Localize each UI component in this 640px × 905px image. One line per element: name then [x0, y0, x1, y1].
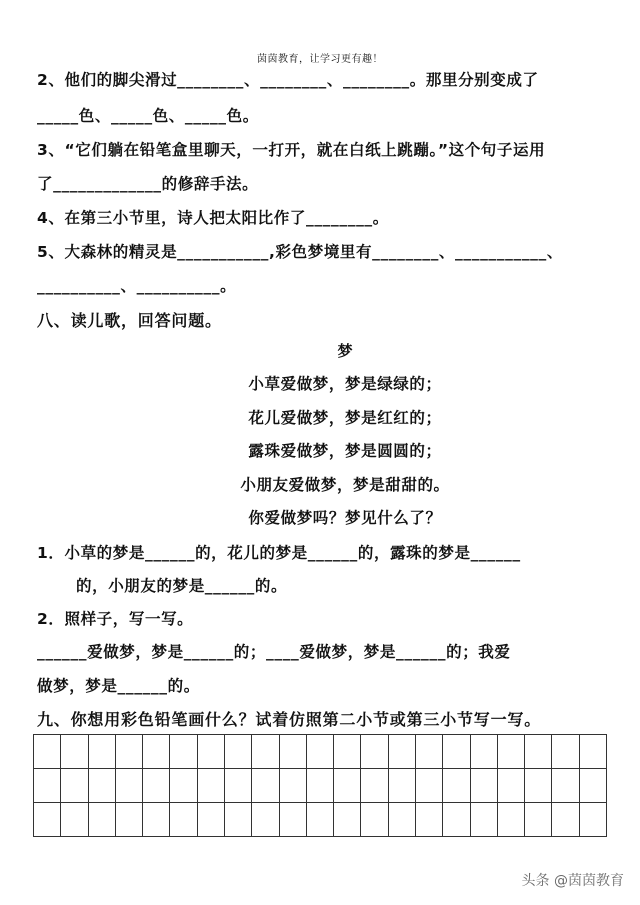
poem-line-5: 你爱做梦吗？梦见什么了？: [248, 509, 442, 527]
grid-cell[interactable]: [224, 803, 251, 837]
grid-cell[interactable]: [115, 769, 142, 803]
grid-cell[interactable]: [306, 803, 333, 837]
grid-cell[interactable]: [579, 735, 606, 769]
grid-cell[interactable]: [34, 735, 61, 769]
grid-cell[interactable]: [252, 769, 279, 803]
grid-cell[interactable]: [525, 803, 552, 837]
poem-line-4: 小朋友爱做梦，梦是甜甜的。: [240, 476, 450, 494]
grid-cell[interactable]: [470, 803, 497, 837]
section-8-heading: 八、读儿歌，回答问题。: [37, 311, 222, 330]
grid-cell[interactable]: [61, 769, 88, 803]
grid-cell[interactable]: [552, 769, 579, 803]
grid-cell[interactable]: [88, 769, 115, 803]
grid-row: [34, 735, 607, 769]
grid-cell[interactable]: [279, 769, 306, 803]
grid-cell[interactable]: [334, 735, 361, 769]
grid-cell[interactable]: [143, 735, 170, 769]
grid-cell[interactable]: [388, 735, 415, 769]
section-8-q2-line-2: 做梦，梦是______的。: [37, 677, 200, 695]
grid-cell[interactable]: [224, 769, 251, 803]
grid-cell[interactable]: [415, 803, 442, 837]
grid-cell[interactable]: [470, 769, 497, 803]
grid-cell[interactable]: [361, 735, 388, 769]
grid-cell[interactable]: [525, 769, 552, 803]
grid-cell[interactable]: [170, 769, 197, 803]
poem-title: 梦: [337, 342, 353, 360]
grid-cell[interactable]: [525, 735, 552, 769]
grid-row: [34, 803, 607, 837]
grid-cell[interactable]: [61, 735, 88, 769]
poem-line-2: 花儿爱做梦，梦是红红的；: [248, 409, 442, 427]
grid-cell[interactable]: [552, 735, 579, 769]
grid-cell[interactable]: [115, 803, 142, 837]
grid-cell[interactable]: [34, 803, 61, 837]
grid-cell[interactable]: [334, 803, 361, 837]
grid-cell[interactable]: [443, 803, 470, 837]
grid-cell[interactable]: [61, 803, 88, 837]
grid-cell[interactable]: [579, 803, 606, 837]
grid-cell[interactable]: [197, 803, 224, 837]
grid-cell[interactable]: [497, 803, 524, 837]
grid-cell[interactable]: [361, 769, 388, 803]
grid-cell[interactable]: [197, 735, 224, 769]
poem-line-3: 露珠爱做梦，梦是圆圆的；: [248, 442, 442, 460]
grid-cell[interactable]: [88, 735, 115, 769]
grid-cell[interactable]: [443, 735, 470, 769]
grid-cell[interactable]: [115, 735, 142, 769]
writing-grid[interactable]: [33, 734, 607, 837]
grid-cell[interactable]: [224, 735, 251, 769]
grid-cell[interactable]: [279, 803, 306, 837]
question-2-line-2: _____色、_____色、_____色。: [37, 107, 259, 125]
grid-cell[interactable]: [306, 769, 333, 803]
grid-cell[interactable]: [361, 803, 388, 837]
grid-cell[interactable]: [34, 769, 61, 803]
poem-line-1: 小草爱做梦，梦是绿绿的；: [248, 375, 442, 393]
section-8-q2-heading: 2．照样子，写一写。: [37, 610, 194, 628]
grid-cell[interactable]: [170, 735, 197, 769]
grid-cell[interactable]: [470, 735, 497, 769]
question-5-line-1: 5、大森林的精灵是___________,彩色梦境里有________、___________、: [37, 243, 563, 261]
watermark: 头条 @茵茵教育: [521, 873, 624, 889]
grid-row: [34, 769, 607, 803]
header-note: 茵茵教育，让学习更有趣！: [257, 54, 383, 65]
section-9-heading: 九、你想用彩色铅笔画什么？试着仿照第二小节或第三小节写一写。: [37, 710, 542, 729]
grid-cell[interactable]: [497, 735, 524, 769]
grid-cell[interactable]: [143, 769, 170, 803]
grid-cell[interactable]: [252, 803, 279, 837]
question-3-line-1: 3、“它们躺在铅笔盒里聊天，一打开，就在白纸上跳蹦。”这个句子运用: [37, 141, 546, 159]
grid-cell[interactable]: [197, 769, 224, 803]
section-8-q1-line-1: 1．小草的梦是______的，花儿的梦是______的，露珠的梦是______: [37, 544, 521, 562]
grid-cell[interactable]: [388, 803, 415, 837]
grid-cell[interactable]: [579, 769, 606, 803]
grid-cell[interactable]: [443, 769, 470, 803]
grid-cell[interactable]: [306, 735, 333, 769]
grid-cell[interactable]: [497, 769, 524, 803]
question-2-line-1: 2、他们的脚尖滑过________、________、________。那里分别变成了: [37, 71, 539, 89]
grid-cell[interactable]: [170, 803, 197, 837]
grid-cell[interactable]: [279, 735, 306, 769]
grid-cell[interactable]: [252, 735, 279, 769]
grid-cell[interactable]: [415, 735, 442, 769]
question-4: 4、在第三小节里，诗人把太阳比作了________。: [37, 209, 389, 227]
grid-cell[interactable]: [88, 803, 115, 837]
question-3-line-2: 了_____________的修辞手法。: [37, 175, 259, 193]
grid-cell[interactable]: [334, 769, 361, 803]
section-8-q1-line-2: 的，小朋友的梦是______的。: [76, 577, 288, 595]
grid-cell[interactable]: [552, 803, 579, 837]
question-5-line-2: __________、__________。: [37, 277, 237, 295]
section-8-q2-line-1: ______爱做梦，梦是______的；____爱做梦，梦是______的；我爱: [37, 643, 511, 661]
grid-cell[interactable]: [143, 803, 170, 837]
grid-cell[interactable]: [388, 769, 415, 803]
grid-cell[interactable]: [415, 769, 442, 803]
